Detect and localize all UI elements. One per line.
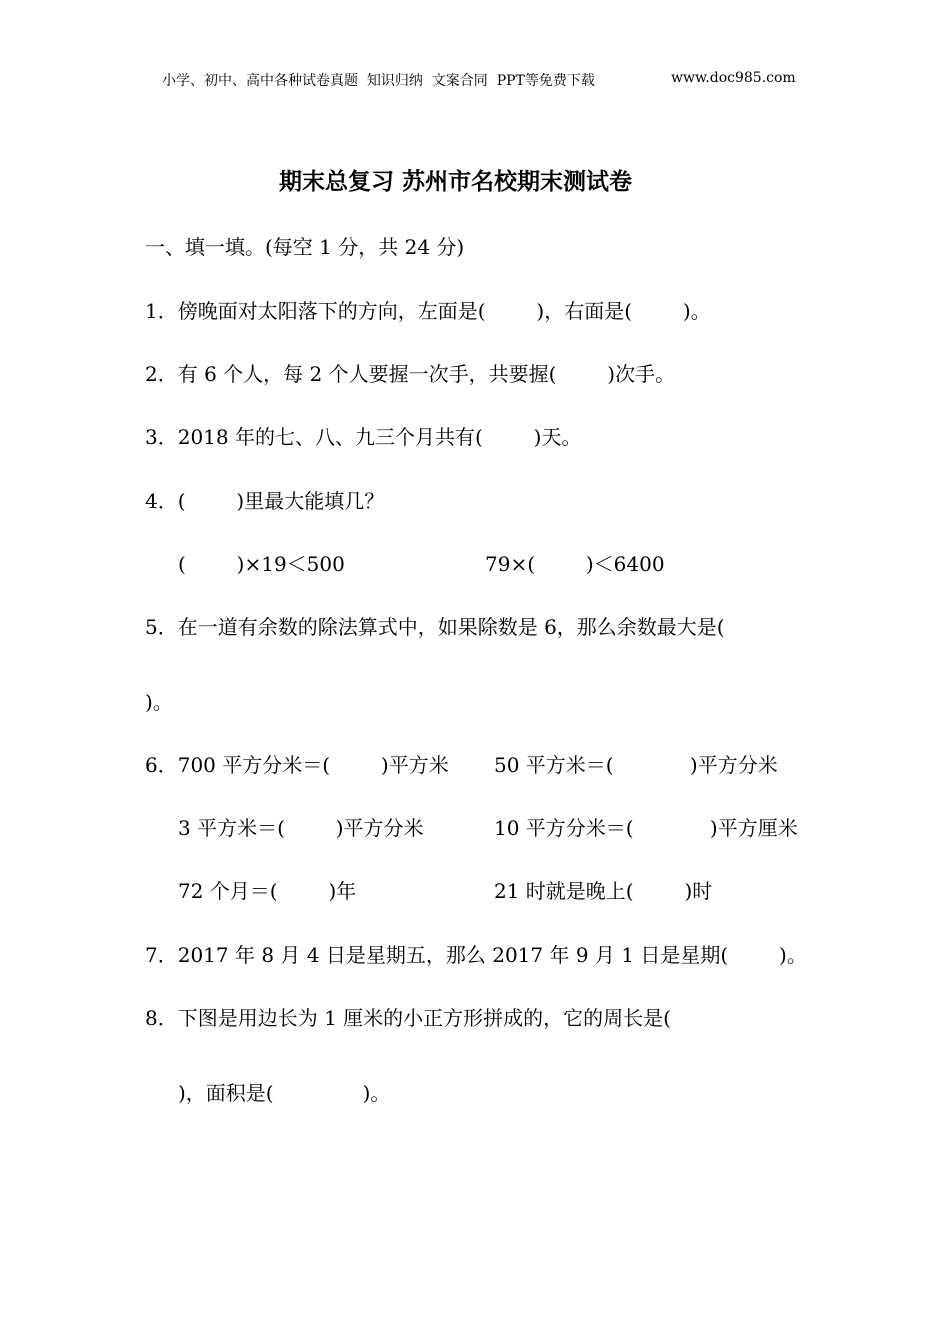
question-6-row3-left: 72 个月＝( )年: [178, 879, 357, 903]
question-4: 4．( )里最大能填几？: [145, 489, 385, 513]
question-4-part-b: 79×( )＜6400: [485, 552, 665, 576]
page-title: 期末总复习 苏州市名校期末测试卷: [279, 169, 633, 195]
question-2: 2．有 6 个人，每 2 个人要握一次手，共要握( )次手。: [145, 362, 676, 386]
header-site-url[interactable]: www.doc985.com: [671, 70, 796, 86]
question-6-row2-right: 10 平方分米＝( )平方厘米: [494, 816, 798, 840]
question-4-part-a: ( )×19＜500: [178, 552, 345, 576]
question-5-line1: 5．在一道有余数的除法算式中，如果除数是 6，那么余数最大是(: [145, 615, 725, 639]
question-6-row1-left: 6．700 平方分米＝( )平方米: [145, 753, 449, 777]
question-8-line1: 8．下图是用边长为 1 厘米的小正方形拼成的，它的周长是(: [145, 1006, 671, 1030]
header-site-slogan: 小学、初中、高中各种试卷真题 知识归纳 文案合同 PPT等免费下载: [162, 73, 595, 89]
question-6-row1-right: 50 平方米＝( )平方分米: [494, 753, 778, 777]
question-7: 7．2017 年 8 月 4 日是星期五，那么 2017 年 9 月 1 日是星期( )。: [145, 943, 807, 967]
question-6-row3-right: 21 时就是晚上( )时: [494, 879, 713, 903]
question-8-line2: )，面积是( )。: [178, 1081, 391, 1105]
question-5-line2: )。: [145, 690, 173, 714]
question-3: 3．2018 年的七、八、九三个月共有( )天。: [145, 425, 582, 449]
question-1: 1．傍晚面对太阳落下的方向，左面是( )，右面是( )。: [145, 299, 711, 323]
question-6-row2-left: 3 平方米＝( )平方分米: [178, 816, 424, 840]
section-heading: 一、填一填。(每空 1 分，共 24 分): [145, 235, 465, 259]
